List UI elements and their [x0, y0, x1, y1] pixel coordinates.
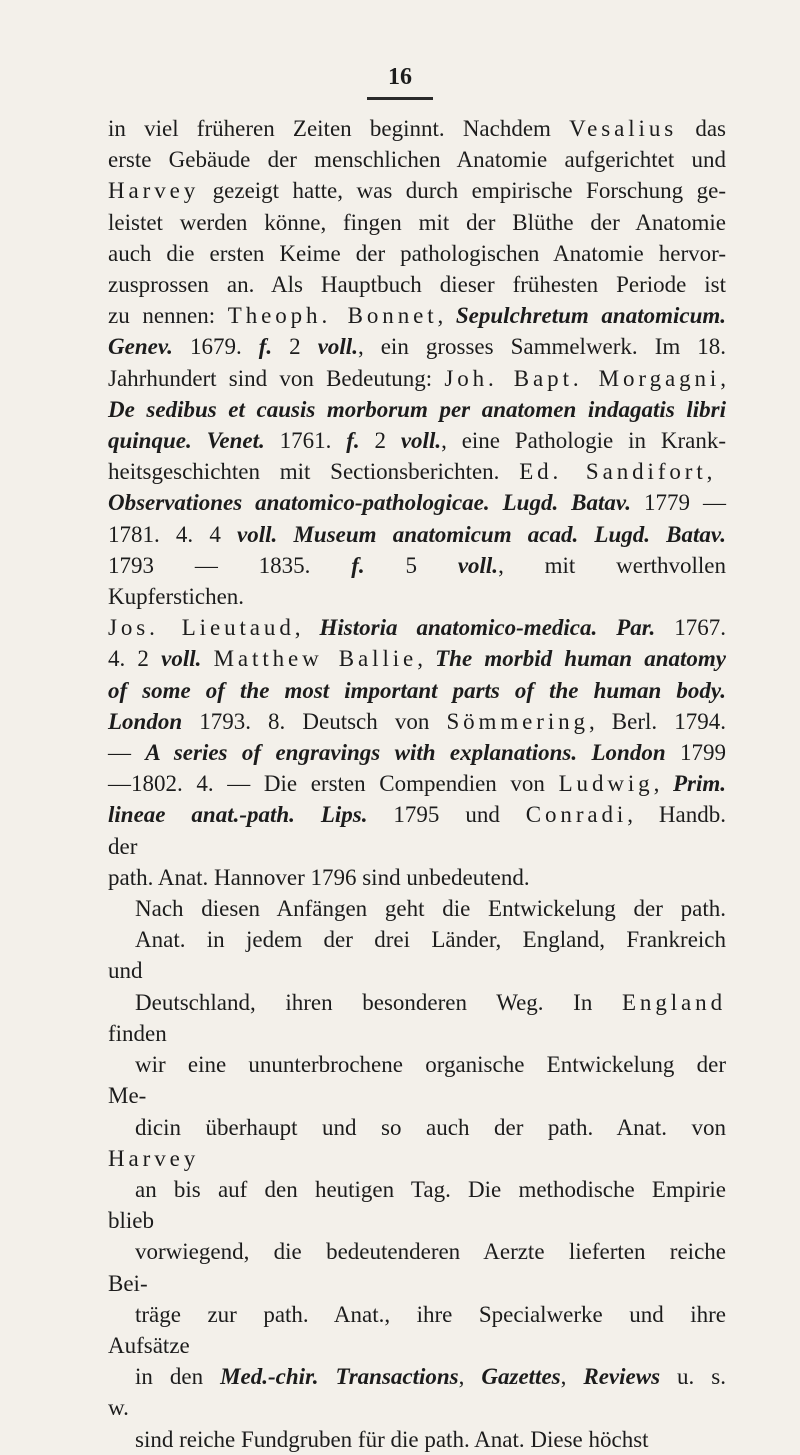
text-run: träge zur path. Anat., ihre Specialwerke und ihre Aufsätze [108, 1301, 726, 1358]
text-line [108, 1361, 726, 1423]
text-run: 1679. [172, 334, 259, 360]
text-run: u. s. w. [108, 1364, 726, 1421]
text-run: — [108, 740, 146, 766]
text-run: Nach diesen Anfängen geht die Entwickelung der path. [135, 896, 726, 922]
text-run: , mit werthvollen Kupferstichen. [108, 552, 726, 610]
text-run: wir eine ununterbrochene organische Entwickelung der Me- [108, 1052, 726, 1109]
spaced-name: England [621, 989, 726, 1015]
text-run: , [294, 615, 320, 641]
text-line [108, 1424, 726, 1455]
text-line [108, 394, 726, 425]
text-line [108, 612, 726, 643]
paragraph [108, 893, 726, 1455]
text-run: , [458, 1364, 482, 1390]
text-line [108, 363, 726, 394]
text-run: in den [135, 1364, 221, 1390]
italic-title: f. [346, 428, 360, 454]
text-run: , ein grosses Sammelwerk. Im 18. [357, 334, 727, 360]
text-run: erste Gebäude der menschlichen Anatomie aufgerichtet und [108, 147, 726, 173]
text-run: path. Anat. Hannover 1796 sind unbedeutend. [108, 864, 530, 890]
italic-title: voll. [457, 552, 499, 578]
text-run: Jahrhundert sind von Bedeutung: [108, 365, 445, 391]
text-line [108, 862, 726, 893]
text-line [108, 1299, 726, 1361]
text-line [108, 737, 726, 768]
italic-title: lineae anat.-path. Lips. [108, 802, 368, 828]
text-line [108, 269, 726, 300]
text-run: , Handb. der [108, 802, 726, 859]
italic-title: De sedibus et causis morborum per anatomen indagatis libri [108, 396, 726, 422]
text-run: 1795 und [367, 802, 526, 828]
spaced-name: Vesalius [569, 116, 678, 141]
text-run: vorwiegend, die bedeutenderen Aerzte lieferten reiche Bei- [108, 1239, 726, 1296]
italic-title: Genev. [108, 334, 173, 360]
text-run: , eine Pathologie in Krank- [441, 428, 726, 454]
text-run: zusprossen an. Als Hauptbuch dieser frühesten Periode ist [108, 272, 726, 298]
italic-title: f. [258, 334, 273, 360]
italic-title: voll. [400, 428, 442, 454]
text-run: 2 [272, 334, 318, 360]
spaced-name: Sömmering [446, 708, 589, 734]
text-line [108, 425, 726, 456]
text-line [108, 519, 726, 550]
italic-title: A series of engravings with explanations. London [145, 740, 666, 766]
italic-title: Historia anatomico-medica. Par. [319, 615, 656, 641]
text-line [108, 175, 726, 206]
italic-title: Med.-chir. Transactions [220, 1364, 459, 1390]
text-run: dicin überhaupt und so auch der path. Anat. von [135, 1114, 726, 1140]
text-run: , [417, 646, 436, 672]
text-run: , [653, 771, 673, 797]
text-line [108, 1112, 726, 1174]
text-run: Anat. in jedem der drei Länder, England, Frankreich und [108, 927, 726, 984]
text-line [108, 675, 726, 706]
spaced-name: Jos. Lieutaud [108, 615, 295, 641]
text-run: zu nennen: [108, 303, 228, 329]
text-run [201, 646, 213, 671]
spaced-name: Conradi [525, 802, 628, 828]
italic-title: Reviews [583, 1364, 661, 1390]
page-number-underline [367, 97, 433, 100]
spaced-name: Harvey [108, 1145, 200, 1171]
text-run: Deutschland, ihren besonderen Weg. In [135, 989, 622, 1015]
text-line [108, 706, 726, 737]
italic-title: The morbid human anatomy [435, 646, 727, 672]
text-run: in viel früheren Zeiten beginnt. Nachdem [108, 116, 570, 141]
text-run: 4. 2 [108, 646, 162, 672]
text-line [108, 207, 726, 238]
text-run: heitsgeschichten mit Sectionsberichten. [108, 459, 520, 485]
text-run: 2 [359, 428, 401, 454]
italic-title: voll. [317, 334, 358, 360]
text-line [108, 799, 726, 861]
spaced-name: Harvey [108, 178, 200, 204]
text-line [108, 487, 726, 518]
text-run: 1793 — 1835. [108, 552, 352, 578]
spaced-name: Ed. Sandifort [519, 459, 707, 485]
text-run: , [560, 1364, 584, 1390]
text-run: gezeigt hatte, was durch empirische Forschung ge- [199, 178, 726, 204]
italic-title: Prim. [672, 771, 727, 797]
text-run: 1779 — [631, 490, 727, 516]
text-run: , [437, 303, 456, 329]
text-run: das [677, 116, 726, 141]
text-line [108, 550, 726, 612]
page-number [0, 64, 800, 100]
italic-title: f. [351, 552, 365, 578]
text-run: sind reiche Fundgruben für die path. Anat. Diese höchst [135, 1426, 649, 1452]
italic-title: voll. Museum anatomicum acad. Lugd. Batav. [237, 521, 727, 547]
italic-title: quinque. Venet. [108, 428, 265, 454]
text-line [108, 144, 726, 175]
body-text [108, 113, 726, 1455]
text-run: auch die ersten Keime der pathologischen Anatomie hervor- [108, 240, 726, 266]
text-run: 1793. 8. Deutsch von [182, 708, 447, 734]
text-run: , [706, 459, 713, 485]
spaced-name: Theoph. Bonnet [227, 303, 438, 329]
text-run: 5 [364, 552, 458, 578]
text-line [108, 1174, 726, 1236]
text-line [108, 1236, 726, 1298]
text-run: , [720, 365, 726, 391]
paragraph [108, 113, 726, 893]
text-run: 1799 [665, 740, 727, 766]
text-line [108, 924, 726, 986]
spaced-name: Ludwig [558, 771, 654, 797]
text-run: 1767. [655, 615, 726, 641]
text-run: leistet werden könne, fingen mit der Blüthe der Anatomie [108, 209, 726, 235]
text-run: 1761. [264, 428, 347, 454]
italic-title: Gazettes [481, 1364, 561, 1390]
italic-title: Sepulchretum anatomicum. [455, 303, 727, 329]
text-line [108, 987, 726, 1049]
text-run: finden [108, 1020, 167, 1046]
text-run: , Berl. 1794. [588, 708, 726, 734]
text-run: —1802. 4. — Die ersten Compendien von [108, 771, 559, 797]
italic-title: of some of the most important parts of the human body. [108, 677, 726, 703]
text-line [108, 113, 726, 144]
text-line [108, 238, 726, 269]
text-line [108, 768, 726, 799]
italic-title: Observationes anatomico-pathologicae. Lugd. Batav. [108, 490, 632, 516]
italic-title: London [108, 708, 183, 734]
spaced-name: Matthew Ballie [213, 646, 418, 672]
italic-title: voll. [161, 646, 202, 672]
text-line [108, 456, 726, 487]
spaced-name: Joh. Bapt. Morgagni [444, 365, 721, 391]
text-run: an bis auf den heutigen Tag. Die methodische Empirie blieb [108, 1176, 726, 1234]
text-line [108, 331, 726, 362]
page-number-text: 16 [388, 64, 412, 90]
text-line [108, 893, 726, 924]
text-line [108, 1049, 726, 1111]
text-run: 1781. 4. 4 [108, 521, 238, 547]
text-line [108, 300, 726, 331]
text-line [108, 643, 726, 674]
